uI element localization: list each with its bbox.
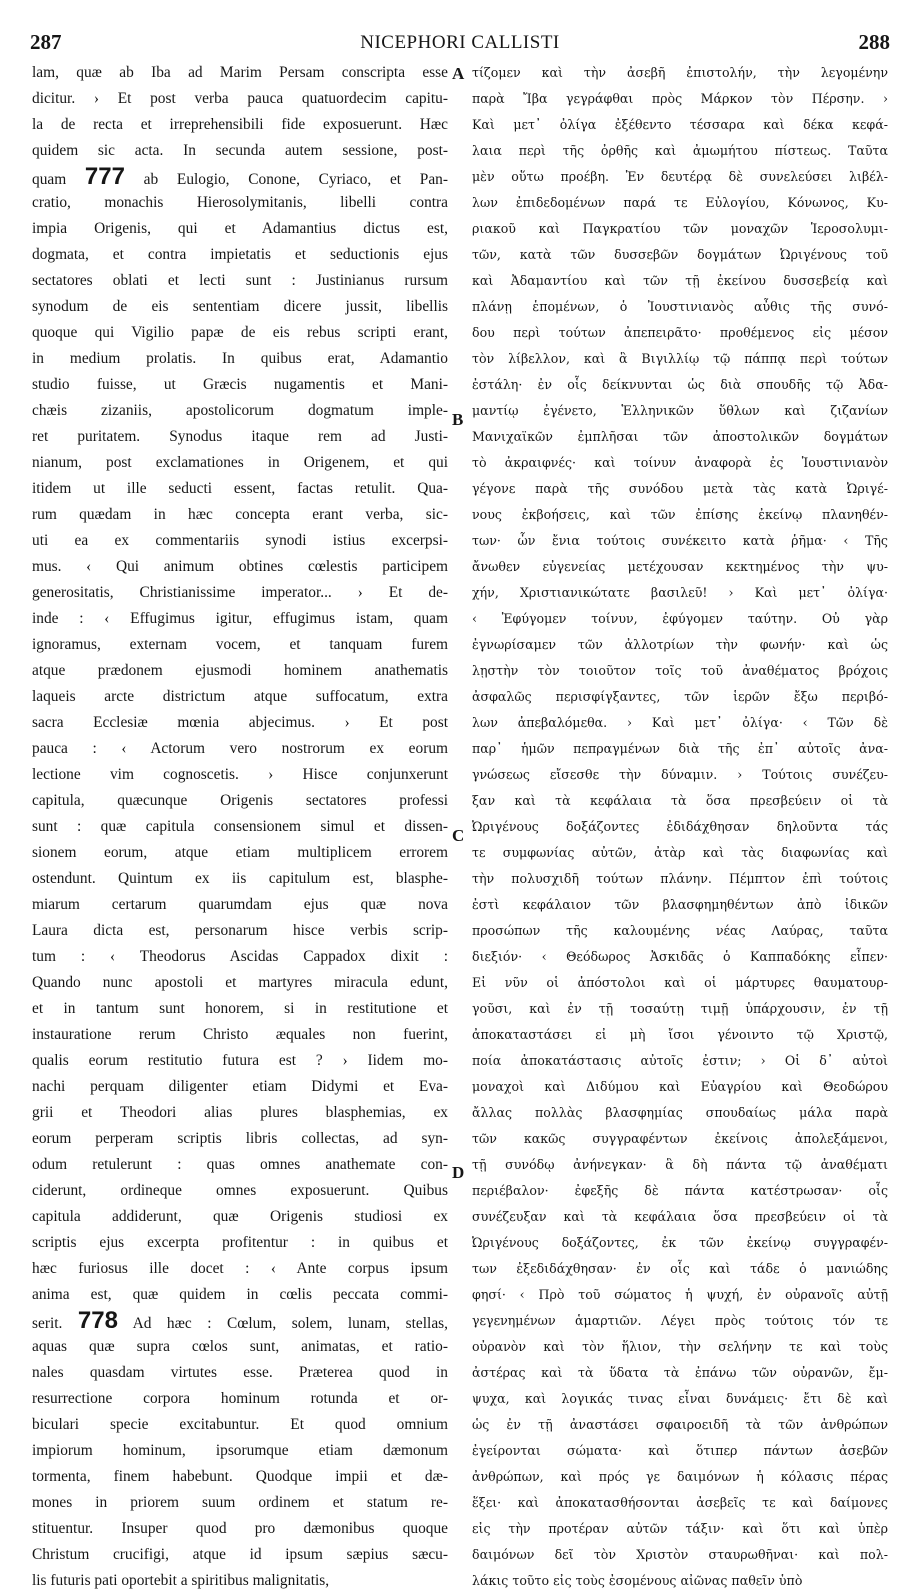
latin-line: sectatores oblati et lecti sunt : Justinianus rursum (32, 272, 448, 289)
greek-line: γέγονε παρὰ τῆς συνόδου μετὰ τὰς κατὰ Ὠριγέ- (472, 481, 888, 496)
greek-line: ξαν καὶ τὰ κεφάλαια τὰ ὅσα πρεσβεύειν οἱ τὰ (472, 793, 888, 808)
latin-line: synodum de eis sententiam dicere jussit, libellis (32, 298, 448, 315)
latin-line: stituentur. Insuper quod pro dæmonibus quoque (32, 1520, 448, 1537)
greek-line: ἀσφαλῶς περισφίγξαντες, τῶν ἱερῶν ἔξω περιβό- (472, 689, 888, 704)
latin-line: tum : ‹ Theodorus Ascidas Cappadox dixit : (32, 948, 448, 965)
greek-line: συνέζευξαν καὶ τὰ κεφάλαια ὅσα πρεσβεύειν οἱ τὰ (472, 1209, 888, 1224)
greek-line: ‹ Ἐφύγομεν τοίνυν, ἐφύγομεν ταύτην. Οὐ γὰρ (472, 611, 888, 626)
latin-line: instauratione rerum Christo æquales non fuerint, (32, 1026, 448, 1043)
greek-line: τὸν λίβελλον, καὶ ἃ Βιγιλλίῳ τῷ πάππᾳ περὶ τούτων (472, 351, 888, 366)
greek-line: μαντίῳ ἐγένετο, Ἑλληνικῶν ὕθλων καὶ ζιζανίων (472, 403, 888, 418)
greek-line: Καὶ μετ᾽ ὀλίγα ἐξέθεντο τέσσαρα καὶ δέκα κεφά- (472, 117, 888, 132)
latin-line: odum retulerunt : quas omnes anathemate con- (32, 1156, 448, 1173)
greek-line: λῃστὴν τὸν τοιοῦτον τοῖς τοῦ ἀναθέματος βρόχοις (472, 663, 888, 678)
latin-line: impia Origenis, qui et Adamantius dictus est, (32, 220, 448, 237)
latin-line: sionem eorum, atque etiam multiplicem errorem (32, 844, 448, 861)
latin-line: generositatis, Christianissime imperator... › Et de- (32, 584, 448, 601)
latin-line: dicitur. › Et post verba pauca quatuordecim capitu- (32, 90, 448, 107)
greek-line: νους ἐκβοήσεις, καὶ τῶν ἐπίσης ἐκείνῳ πλανηθέν- (472, 507, 888, 522)
greek-line: Εἰ νῦν οἱ ἀπόστολοι καὶ οἱ μάρτυρες θαυματουρ- (472, 975, 888, 990)
latin-line: lis futuris pati oportebit a spiritibus malignitatis, (32, 1572, 330, 1589)
greek-line: εἰς τὴν προτέραν αὐτῶν τάξιν· καὶ ὅτι καὶ ὑπὲρ (472, 1521, 888, 1536)
greek-line: προσώπων τῆς καλουμένης νέας Λαύρας, ταῦτα (472, 923, 888, 938)
greek-line: διεξιόν· ‹ Θεόδωρος Ἀσκιδᾶς ὁ Καππαδόκης εἶπεν· (472, 949, 888, 964)
greek-line: ἐγείρονται σώματα· καὶ ὅτιπερ πάντων ἀσεβῶν (472, 1443, 888, 1458)
latin-line: rum quædam in hæc concepta erant verba, sic- (32, 506, 448, 523)
greek-line: μὲν οὕτω προέβη. Ἐν δευτέρᾳ δὲ συνελεύσει λιβέλ- (472, 169, 888, 184)
greek-line: τὴν πολυσχιδῆ τούτων πλάνην. Πέμπτον ἐπὶ τούτοις (472, 871, 888, 886)
latin-line: ciderunt, ordineque omnes exposuerunt. Quibus (32, 1182, 448, 1199)
latin-line: mones in priorem suum ordinem et statum re- (32, 1494, 448, 1511)
latin-line: biculari specie excitabuntur. Et quod omnium (32, 1416, 448, 1433)
greek-line: δαιμόνων δεῖ τὸν Χριστὸν σταυρωθῆναι· καὶ πολ- (472, 1547, 888, 1562)
latin-line: studio fuisse, ut Græcis nugamentis et Mani- (32, 376, 448, 393)
latin-line: capitula addiderunt, quæ Origenis studiosi ex (32, 1208, 448, 1225)
latin-line: miarum certarum quarumdam ejus quæ nova (32, 896, 448, 913)
latin-line: capitula, quæcunque Origenis sectatores professi (32, 792, 448, 809)
margin-marker-a: A (452, 64, 465, 83)
greek-line: λαια περὶ τῆς ὀρθῆς καὶ ἀμωμήτου πίστεως. Ταῦτα (472, 143, 888, 158)
latin-line: mus. ‹ Qui animum obtines cœlestis participem (32, 558, 448, 575)
right-page-number: 288 (858, 30, 890, 54)
greek-line: χήν, Χριστιανικώτατε βασιλεῦ! › Καὶ μετ᾽ ὀλίγα· (472, 585, 888, 600)
greek-line: γεγενημένων ἁμαρτιῶν. Λέγει πρὸς τούτοις τόν τε (472, 1313, 888, 1328)
latin-line: nales quasdam virtutes esse. Præterea quod in (32, 1364, 448, 1381)
column-number: 777 (84, 163, 125, 190)
latin-line: ret puritatem. Synodus itaque rem ad Justi- (32, 428, 448, 445)
greek-line: περιέβαλον· ἐφεξῆς δὲ πάντα κατέστρωσαν· οἷς (472, 1183, 888, 1198)
greek-line: των ἐξεδιδάχθησαν· ἐν οἷς καὶ τάδε ὁ μανιώδης (472, 1261, 888, 1276)
greek-line: δου περὶ τούτων ἀπεπειρᾶτο· προθέμενος εἰς μέσον (472, 325, 888, 340)
latin-line: Christum crucifigi, atque id ipsum sæpius sæcu- (32, 1546, 448, 1563)
greek-line: τίζομεν καὶ τὴν ἀσεβῆ ἐπιστολήν, τὴν λεγομένην (472, 65, 888, 80)
margin-marker-c: C (452, 826, 465, 845)
page-header (30, 30, 890, 58)
running-title: NICEPHORI CALLISTI (360, 32, 560, 53)
greek-line: τῶν κακῶς συγγραφέντων ἐκείνοις ἀπολεξάμενοι, (472, 1131, 888, 1146)
greek-line: παρὰ Ἴβα γεγράφθαι πρὸς Μάρκον τὸν Πέρσην. › (472, 91, 888, 106)
latin-line: dogmata, et contra impietatis et seductionis ejus (32, 246, 448, 263)
latin-line: resurrectione corpora hominum rotunda et or- (32, 1390, 448, 1407)
latin-line: pauca : ‹ Actorum vero nostrorum ex eorum (32, 740, 448, 757)
latin-line: anima est, quæ quidem in cœlis peccata commi- (32, 1286, 448, 1303)
greek-line: Ὠριγένους δοξάζοντες ἐδιδάχθησαν δηλοῦντα τάς (472, 819, 888, 834)
greek-line: γοῦσι, καὶ ἐν τῇ τοσαύτῃ τιμῇ ὑπάρχουσιν, ἐν τῇ (472, 1001, 888, 1016)
column-number: 778 (77, 1307, 118, 1334)
latin-line: quam 777 ab Eulogio, Conone, Cyriaco, et Pan- (32, 163, 448, 190)
latin-line: ignoramus, externam vocem, et tanquam furem (32, 636, 448, 653)
greek-line: των· ὧν ἔνια τούτοις συνέκειτο κατὰ ῥῆμα· ‹ Τῆς (472, 533, 888, 548)
greek-line: μοναχοὶ καὶ Διδύμου καὶ Εὐαγρίου καὶ Θεοδώρου (472, 1079, 888, 1094)
greek-line: ποία ἀποκατάστασις αὐτοῖς ἐστιν; › Οἱ δ᾽ αὐτοὶ (472, 1053, 888, 1068)
greek-line: ἀστέρας καὶ τὰ ὕδατα τὰ ἐπάνω τῶν οὐρανῶν, ἔμ- (472, 1365, 888, 1380)
latin-line: impiorum hominum, ipsorumque etiam dæmonum (32, 1442, 448, 1459)
latin-line: ostendunt. Quintum ex iis capitulum est, blasphe- (32, 870, 448, 887)
latin-line: nachi perquam diligenter etiam Didymi et Eva- (32, 1078, 448, 1095)
left-page-number: 287 (30, 30, 62, 54)
latin-line: grii et Theodori alias plures blasphemias, ex (32, 1104, 448, 1121)
latin-line: tormenta, finem habebunt. Quodque impii et dæ- (32, 1468, 448, 1485)
greek-line: ψυχα, καὶ λογικάς τινας εἶναι δυνάμεις· ἔτι δὲ καὶ (472, 1391, 888, 1406)
latin-line: atque prædonem ejusmodi hominem anathematis (32, 662, 448, 679)
latin-column (32, 60, 448, 1589)
greek-line: ὡς ἐν τῇ ἀναστάσει σφαιροειδῆ τὰ τῶν ἀνθρώπων (472, 1417, 888, 1432)
greek-line: Μανιχαϊκῶν ἐμπλῆσαι τῶν ἀποστολικῶν δογμάτων (472, 429, 888, 444)
latin-line: lectione vim cognoscetis. › Hisce conjunxerunt (32, 766, 448, 783)
greek-column (472, 60, 888, 1588)
greek-line: ἐγνωρίσαμεν τῶν ἀλλοτρίων τὴν φωνήν· καὶ ὡς (472, 637, 888, 652)
greek-line: γνώσεως εἴσεσθε τὴν δύναμιν. › Τούτοις συνέζευ- (472, 767, 888, 782)
greek-line: παρ᾽ ἡμῶν πεπραγμένων διὰ τῆς ἐπ᾽ αὐτοῖς ἀνα- (472, 741, 888, 756)
latin-line: hæc furiosus ille docet : ‹ Ante corpus ipsum (32, 1260, 448, 1277)
latin-line: inde : ‹ Effugimus igitur, effugimus istam, quam (32, 610, 448, 627)
greek-line: ριακοῦ καὶ Παγκρατίου τῶν μοναχῶν Ἱεροσολυμι- (472, 221, 888, 236)
latin-line: la de recta et irreprehensibili fide exposuerunt. Hæc (32, 116, 448, 133)
latin-line: uti ea ex commentariis synodi istius excerpsi- (32, 532, 448, 549)
greek-line: Ὠριγένους δοξάζοντες, ἐκ τῶν ἐκείνῳ συγγραφέν- (472, 1235, 888, 1250)
greek-line: λων ἐπιδεδομένων παρά τε Εὐλογίου, Κόνωνος, Κυ- (472, 195, 888, 210)
greek-line: ἀνθρώπων, καὶ πρός γε δαιμόνων ἡ κόλασις πέρας (472, 1469, 888, 1484)
latin-line: qualis eorum restitutio futura est ? › Iidem mo- (32, 1052, 448, 1069)
latin-line: eorum perperam scriptis libris collectas, ad syn- (32, 1130, 448, 1147)
greek-line: φησί· ‹ Πρὸ τοῦ σώματος ἡ ψυχή, ἐν οὐρανοῖς αὐτῇ (472, 1287, 888, 1302)
greek-line: καὶ Ἀδαμαντίου καὶ τῶν τῇ ἐκείνου δυσσεβείᾳ καὶ (472, 273, 888, 288)
latin-line: quoque qui Vigilio papæ de eis rebus scripti erant, (32, 324, 448, 341)
greek-line: ἄλλας πολλὰς βλασφημίας σπουδαίως μάλα παρὰ (472, 1105, 888, 1120)
latin-line: sunt : quæ capitula consensionem simul et dissen- (32, 818, 448, 835)
latin-line: aquas quæ supra cœlos sunt, animatas, et ratio- (32, 1338, 448, 1355)
latin-line: sacra Ecclesiæ mœnia abjecimus. › Et post (32, 714, 448, 731)
latin-line: chæis zizaniis, apostolicorum dogmatum imple- (32, 402, 448, 419)
latin-line: itidem ut ille seducti essent, factas retulit. Qua- (32, 480, 448, 497)
latin-line: in medium prolatis. In quibus erat, Adamantio (32, 350, 448, 367)
greek-line: ἐστάλη· ἐν οἷς δείκνυνται ὡς διὰ σπουδῆς τῷ Ἀδα- (472, 377, 888, 392)
greek-line: ἕξει· καὶ ἀποκατασθήσονται ἀσεβεῖς τε καὶ δαίμονες (472, 1495, 888, 1510)
greek-line: τε συμφωνίας αὐτῶν, ἀτὰρ καὶ τὰς διαφωνίας καὶ (472, 845, 888, 860)
latin-line: laqueis arcte districtum atque suffocatum, extra (32, 688, 448, 705)
greek-line: τῶν, κατὰ τῶν δυσσεβῶν δογμάτων Ὠριγένους τοῦ (472, 247, 888, 262)
latin-line: et in tantum sunt honorem, si in restitutione et (32, 1000, 448, 1017)
greek-line: οὐρανὸν καὶ τὸν ἥλιον, τὴν σελήνην τε καὶ τοὺς (472, 1339, 888, 1354)
latin-line: quidem sic acta. In secunda autem sessione, post- (32, 142, 448, 159)
latin-line: serit. 778 Ad hæc : Cœlum, solem, lunam, stellas, (32, 1307, 448, 1334)
margin-marker-b: B (452, 410, 464, 429)
latin-line: Laura dicta est, personarum hisce verbis scrip- (32, 922, 448, 939)
greek-line: τὸ ἀκραιφνές· καὶ τοίνυν ἀναφορὰ ἐς Ἰουστινιανὸν (472, 455, 888, 470)
latin-line: lam, quæ ab Iba ad Marim Persam conscripta esse (32, 64, 448, 81)
greek-line: λων ἀπεβαλόμεθα. › Καὶ μετ᾽ ὀλίγα· ‹ Τῶν δὲ (472, 715, 888, 730)
greek-line: λάκις τοῦτο εἰς τοὺς ἐσομένους αἰῶνας παθεῖν ὑπὸ (472, 1573, 803, 1588)
greek-line: πλάνῃ ἑπομένων, ὁ Ἰουστινιανὸς αὖθις τῆς συνό- (472, 299, 888, 314)
greek-line: ἄνωθεν εὐγενείας μετέχουσαν κεκτημένος τὴν ψυ- (472, 559, 888, 574)
latin-line: Quando nunc apostoli et martyres miracula edunt, (32, 974, 448, 991)
margin-marker-d: D (452, 1163, 465, 1182)
greek-line: ἀποκαταστάσει εἰ μὴ ἴσοι γένοιντο τῷ Χριστῷ, (472, 1027, 888, 1042)
latin-line: nianum, post exclamationes in Origenem, et qui (32, 454, 448, 471)
greek-line: τῇ συνόδῳ ἀνήνεγκαν· ἃ δὴ πάντα τῷ ἀναθέματι (472, 1157, 888, 1172)
latin-line: cratio, monachis Hierosolymitanis, libelli contra (32, 194, 448, 211)
greek-line: ἐστὶ κεφάλαιον τῶν βλασφημηθέντων ἀπὸ ἰδικῶν (472, 897, 888, 912)
latin-line: scriptis ejus excerpta profitentur : in quibus et (32, 1234, 448, 1251)
